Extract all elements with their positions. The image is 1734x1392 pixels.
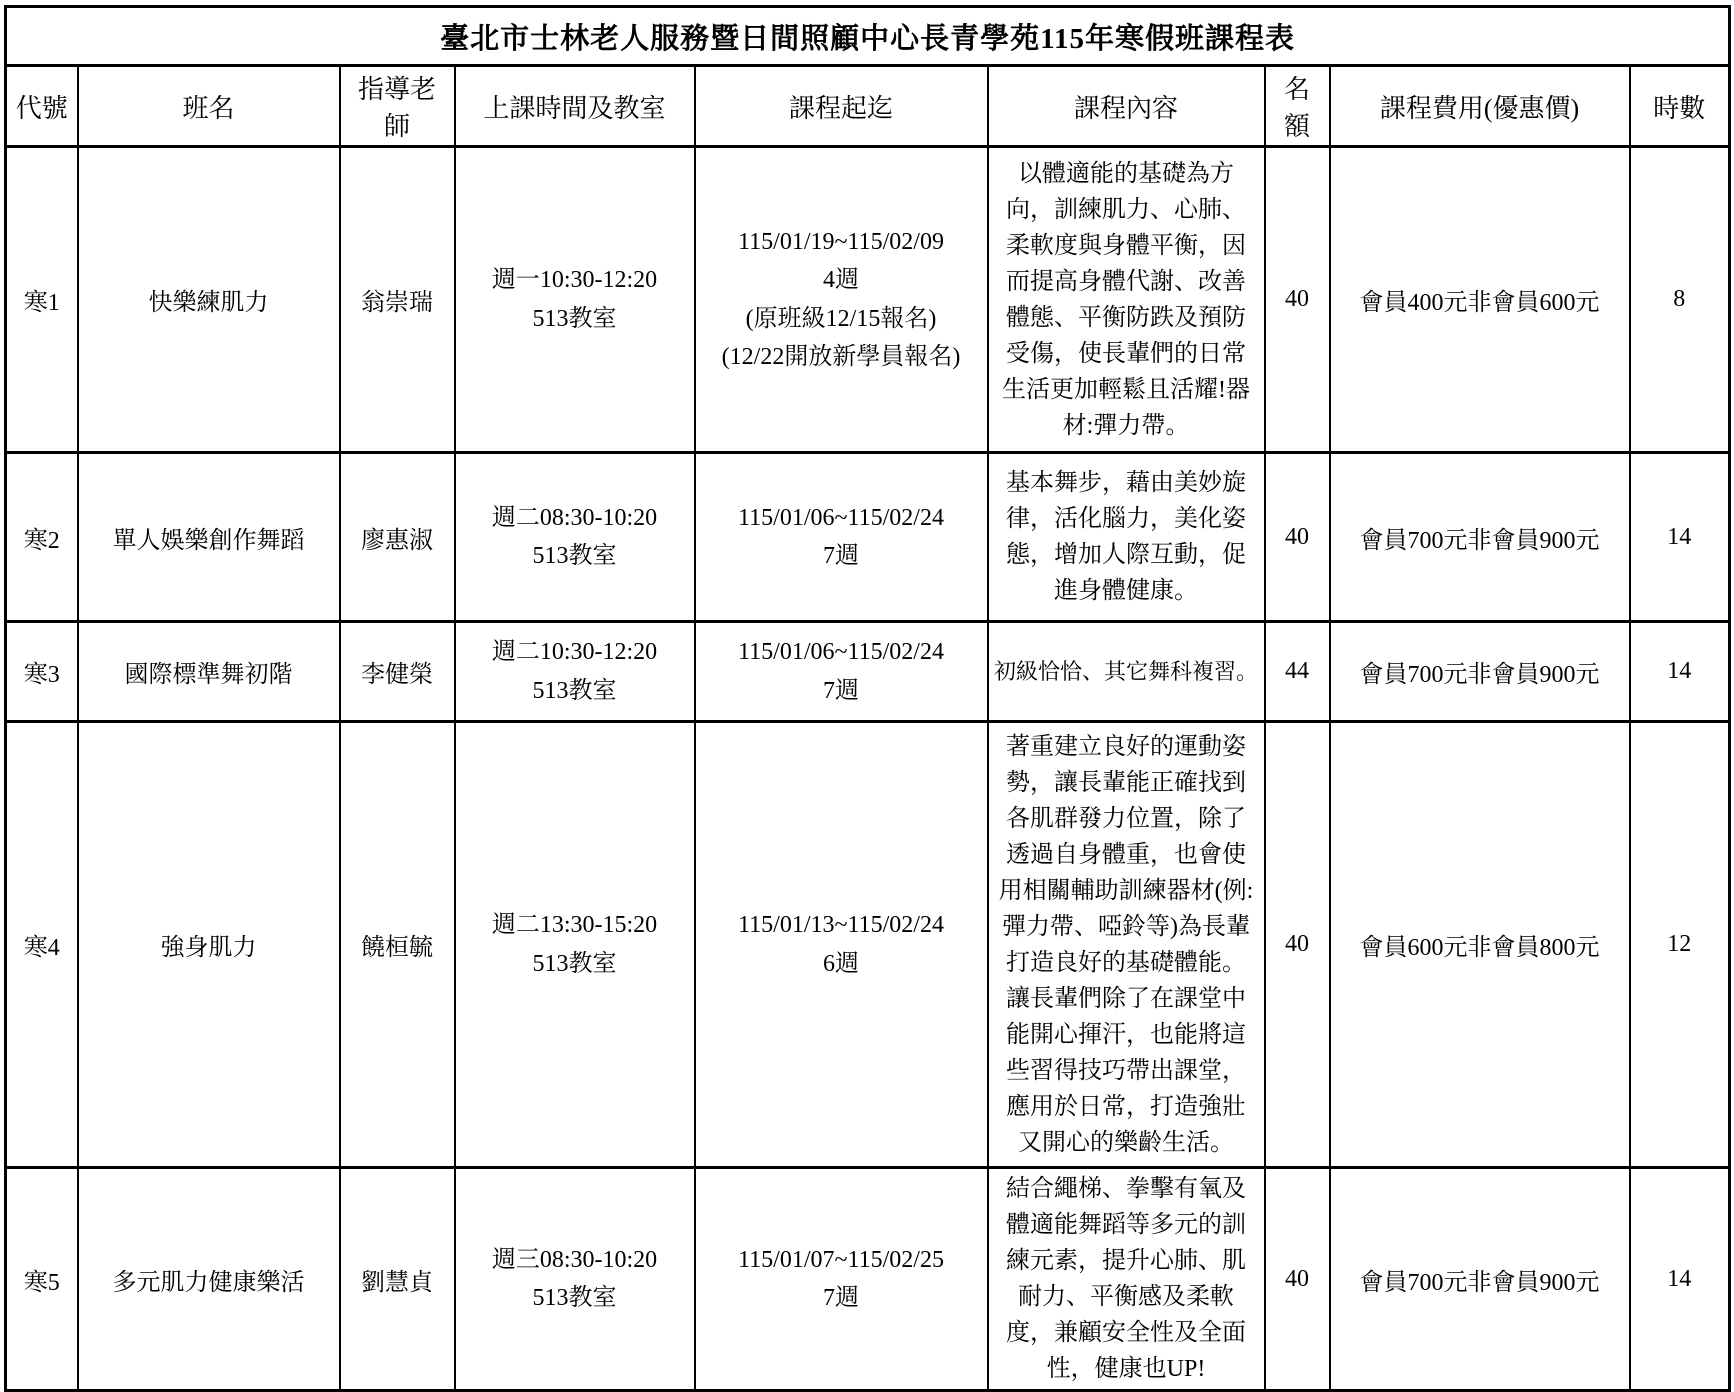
course-schedule-table <box>4 5 1731 1392</box>
course-name: 國際標準舞初階 <box>78 622 340 722</box>
course-quota: 40 <box>1265 147 1330 453</box>
course-time-room: 週三08:30-10:20 513教室 <box>455 1168 695 1391</box>
col-header-time-room: 上課時間及教室 <box>455 66 695 147</box>
course-content: 結合繩梯、拳擊有氧及體適能舞蹈等多元的訓練元素，提升心肺、肌耐力、平衡感及柔軟度，兼顧安全性及全面性，健康也UP! <box>988 1168 1265 1391</box>
course-time-room: 週二10:30-12:20 513教室 <box>455 622 695 722</box>
course-fee: 會員400元非會員600元 <box>1330 147 1630 453</box>
table-row <box>6 622 1730 722</box>
course-name: 多元肌力健康樂活 <box>78 1168 340 1391</box>
course-content: 初級恰恰、其它舞科複習。 <box>988 622 1265 722</box>
course-teacher: 翁崇瑞 <box>340 147 455 453</box>
course-hours: 14 <box>1630 622 1730 722</box>
header-row <box>6 66 1730 147</box>
page-title: 臺北市士林老人服務暨日間照顧中心長青學苑115年寒假班課程表 <box>6 7 1730 66</box>
col-header-content: 課程內容 <box>988 66 1265 147</box>
course-content: 基本舞步，藉由美妙旋律，活化腦力，美化姿態，增加人際互動，促進身體健康。 <box>988 453 1265 622</box>
title-row <box>6 7 1730 66</box>
course-quota: 44 <box>1265 622 1330 722</box>
course-teacher: 饒桓毓 <box>340 722 455 1168</box>
course-teacher: 李健榮 <box>340 622 455 722</box>
course-period: 115/01/13~115/02/24 6週 <box>695 722 988 1168</box>
course-period: 115/01/06~115/02/24 7週 <box>695 453 988 622</box>
course-teacher: 廖惠淑 <box>340 453 455 622</box>
course-fee: 會員600元非會員800元 <box>1330 722 1630 1168</box>
course-hours: 14 <box>1630 1168 1730 1391</box>
course-name: 單人娛樂創作舞蹈 <box>78 453 340 622</box>
course-quota: 40 <box>1265 453 1330 622</box>
course-period: 115/01/06~115/02/24 7週 <box>695 622 988 722</box>
course-content: 著重建立良好的運動姿勢，讓長輩能正確找到各肌群發力位置，除了透過自身體重，也會使用相關輔助訓練器材(例:彈力帶、啞鈴等)為長輩打造良好的基礎體能。讓長輩們除了在課堂中能開心揮汗，也能將這些習得技巧帶出課堂，應用於日常，打造強壯又開心的樂齡生活。 <box>988 722 1265 1168</box>
col-header-fee: 課程費用(優惠價) <box>1330 66 1630 147</box>
table-row <box>6 1168 1730 1391</box>
col-header-code: 代號 <box>6 66 78 147</box>
col-header-quota: 名額 <box>1265 66 1330 147</box>
course-time-room: 週一10:30-12:20 513教室 <box>455 147 695 453</box>
course-period: 115/01/07~115/02/25 7週 <box>695 1168 988 1391</box>
course-quota: 40 <box>1265 1168 1330 1391</box>
course-code: 寒2 <box>6 453 78 622</box>
course-code: 寒5 <box>6 1168 78 1391</box>
course-fee: 會員700元非會員900元 <box>1330 453 1630 622</box>
course-fee: 會員700元非會員900元 <box>1330 622 1630 722</box>
course-time-room: 週二13:30-15:20 513教室 <box>455 722 695 1168</box>
course-code: 寒1 <box>6 147 78 453</box>
course-teacher: 劉慧貞 <box>340 1168 455 1391</box>
course-quota: 40 <box>1265 722 1330 1168</box>
course-hours: 8 <box>1630 147 1730 453</box>
col-header-period: 課程起迄 <box>695 66 988 147</box>
course-time-room: 週二08:30-10:20 513教室 <box>455 453 695 622</box>
course-name: 快樂練肌力 <box>78 147 340 453</box>
course-period: 115/01/19~115/02/09 4週 (原班級12/15報名) (12/22開放新學員報名) <box>695 147 988 453</box>
table-row <box>6 147 1730 453</box>
course-code: 寒4 <box>6 722 78 1168</box>
col-header-hours: 時數 <box>1630 66 1730 147</box>
course-hours: 12 <box>1630 722 1730 1168</box>
course-fee: 會員700元非會員900元 <box>1330 1168 1630 1391</box>
col-header-teacher: 指導老師 <box>340 66 455 147</box>
table-row <box>6 722 1730 1168</box>
course-code: 寒3 <box>6 622 78 722</box>
course-content: 以體適能的基礎為方向，訓練肌力、心肺、柔軟度與身體平衡，因而提高身體代謝、改善體態、平衡防跌及預防受傷，使長輩們的日常生活更加輕鬆且活耀!器材:彈力帶。 <box>988 147 1265 453</box>
col-header-class-name: 班名 <box>78 66 340 147</box>
table-row <box>6 453 1730 622</box>
course-hours: 14 <box>1630 453 1730 622</box>
course-name: 強身肌力 <box>78 722 340 1168</box>
